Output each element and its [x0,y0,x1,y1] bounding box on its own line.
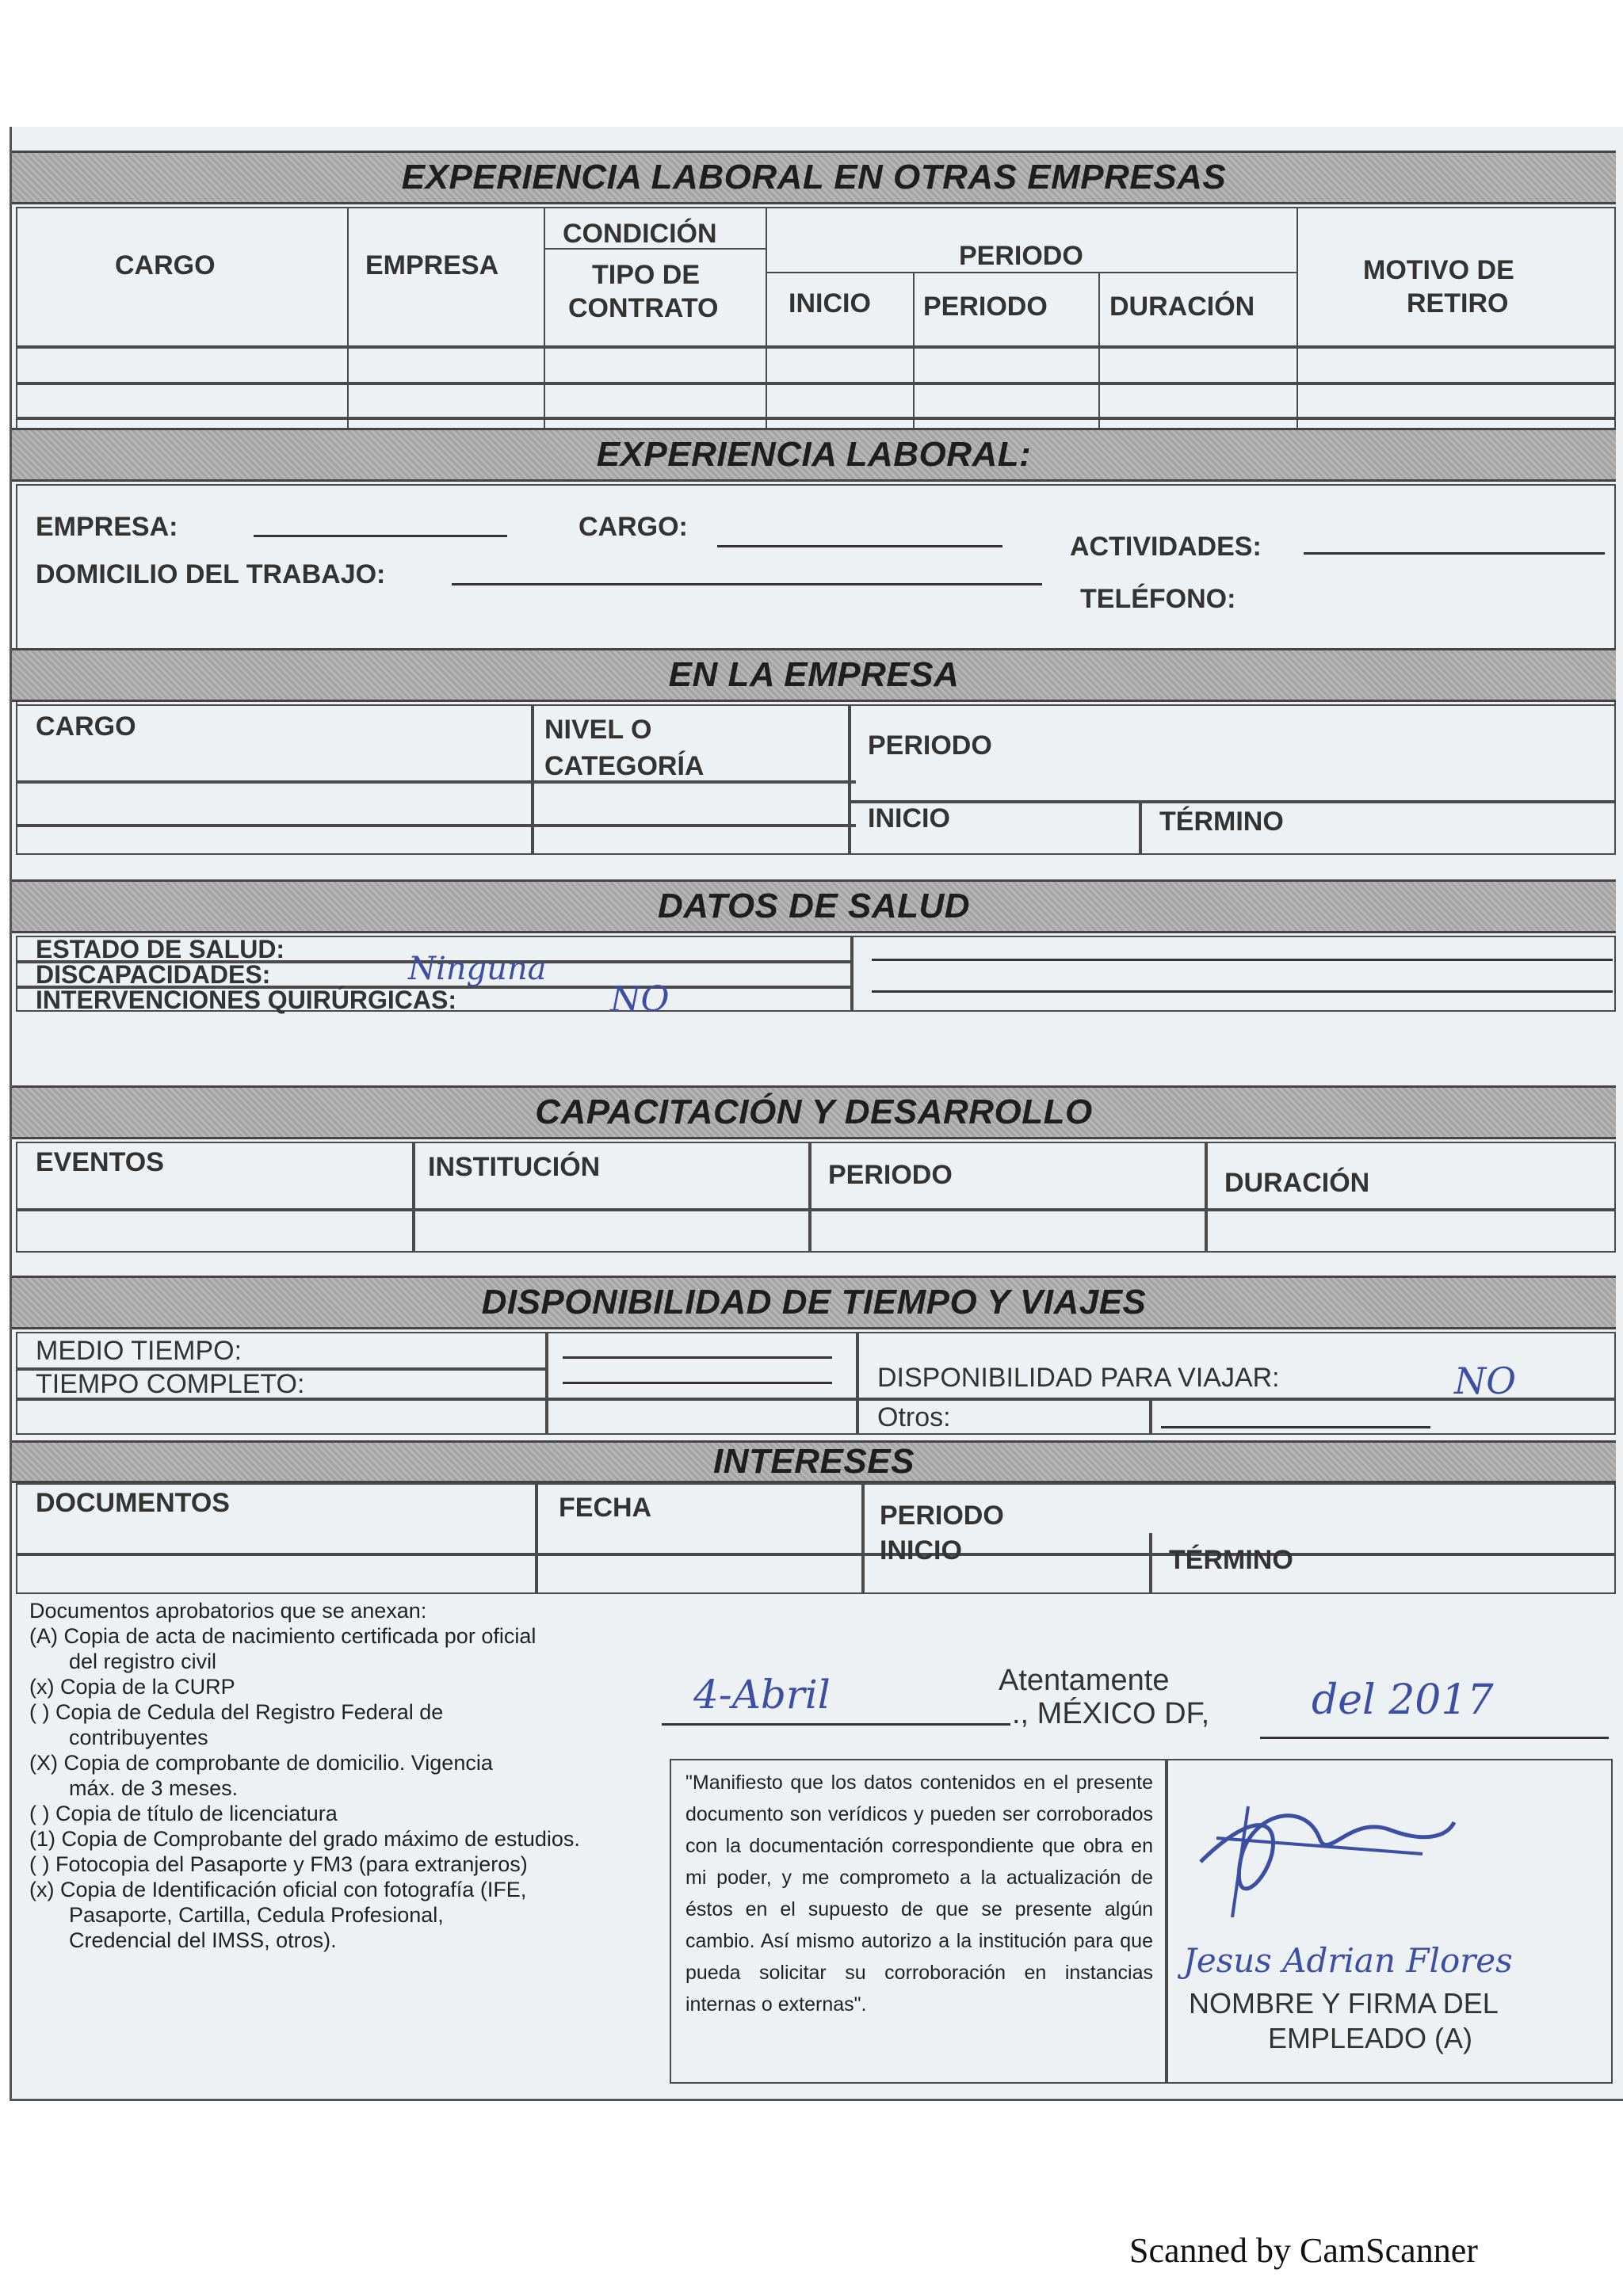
doc-mark: (A) [29,1624,58,1648]
section-title: EXPERIENCIA LABORAL EN OTRAS EMPRESAS [401,158,1227,196]
en-empresa-box [16,704,1616,855]
doc-mark: ( ) [29,1802,50,1825]
medio-tiempo-line [563,1356,832,1359]
col-divider [850,936,854,1012]
col-divider [808,1142,812,1253]
row-divider [16,382,1616,385]
col-divider [861,1483,865,1594]
doc-item-cont: Pasaporte, Cartilla, Cedula Profesional, [69,1903,444,1927]
doc-text: Copia de acta de nacimiento certificada por oficial [63,1624,537,1648]
date-line [662,1723,1010,1726]
manifiesto-text: "Manifiesto que los datos contenidos en el presente documento son verídicos y pueden ser corroborados con la documentación correspondiente que obra en mi poder, y me comprometo a la actualización de éstos en el supuesto de que se presente algún cambio. Así mismo autorizo a la institución para que pueda solicitar su corroboración en instancias internas o externas". [685,1772,1153,2016]
empresa-label: EMPRESA: [36,512,178,542]
section-title: DISPONIBILIDAD DE TIEMPO Y VIAJES [481,1283,1147,1322]
doc-item-cont: Credencial del IMSS, otros). [69,1928,337,1952]
section-banner-experiencia [12,428,1616,482]
actividades-line [1304,552,1605,555]
header-retiro: RETIRO [1407,288,1509,318]
scanned-form-page [10,127,1623,2101]
doc-item-cont: máx. de 3 meses. [69,1776,239,1800]
telefono-label: TELÉFONO: [1080,584,1236,614]
section-banner-salud [12,879,1616,933]
termino-header: TÉRMINO [1169,1545,1293,1575]
row-divider [16,824,856,827]
doc-item-cont: contribuyentes [69,1726,208,1749]
doc-item [29,1700,443,1726]
section-banner-en-la-empresa [12,648,1616,702]
inicio-header: INICIO [868,803,950,833]
col-divider [545,1332,548,1435]
header-periodo: PERIODO [959,241,1083,271]
header-condicion: CONDICIÓN [563,219,717,249]
row-divider [16,417,1616,420]
nivel-header: NIVEL O [544,715,652,745]
periodo-header: PERIODO [828,1160,953,1190]
cargo-line [717,545,1002,547]
discapacidades-label: DISCAPACIDADES: [36,960,271,989]
section-title: EXPERIENCIA LABORAL: [596,435,1032,474]
col-divider [856,1332,859,1435]
col-divider [1139,800,1142,855]
cargo-label: CARGO: [579,512,688,542]
doc-item [29,1751,493,1776]
salud-line [872,959,1613,961]
col-divider [1149,1398,1152,1435]
row-divider [16,1553,1616,1556]
doc-text: Copia de Comprobante del grado máximo de estudios. [61,1827,580,1851]
section-banner-otras-empresas [12,151,1616,204]
section-banner-capacitacion [12,1085,1616,1139]
doc-mark: (x) [29,1878,55,1901]
capacitacion-box [16,1142,1616,1253]
eventos-header: EVENTOS [36,1147,164,1177]
periodo-header: PERIODO [880,1501,1004,1531]
header-cargo: CARGO [115,250,216,280]
signature-scribble [1185,1767,1470,1925]
doc-item [29,1624,536,1650]
doc-text: Copia de comprobante de domicilio. Vigencia [63,1751,493,1775]
empleado-label: EMPLEADO (A) [1268,2022,1473,2054]
doc-mark: (1) [29,1827,55,1851]
institucion-header: INSTITUCIÓN [428,1152,601,1182]
termino-header: TÉRMINO [1159,807,1284,837]
signature-name: Jesus Adrian Flores [1183,1941,1513,1980]
header-inicio: INICIO [789,288,871,318]
intervenciones-label: INTERVENCIONES QUIRÚRGICAS: [36,986,457,1014]
header-contrato: CONTRATO [568,293,719,323]
domicilio-line [452,583,1042,585]
doc-mark: ( ) [29,1700,50,1724]
section-title: DATOS DE SALUD [657,887,971,925]
otros-label: Otros: [877,1402,951,1432]
col-divider [1205,1142,1208,1253]
domicilio-label: DOMICILIO DEL TRABAJO: [36,559,386,589]
camscanner-footer: Scanned by CamScanner [1129,2231,1478,2270]
col-divider [412,1142,415,1253]
header-duracion: DURACIÓN [1109,292,1255,322]
doc-mark: ( ) [29,1852,50,1876]
discapacidades-value: Ninguna [408,951,547,987]
estado-salud-label: ESTADO DE SALUD: [36,935,285,963]
header-tipo-de: TIPO DE [592,260,701,290]
doc-mark: (X) [29,1751,58,1775]
row-divider [16,1208,1616,1211]
row-divider [848,800,1616,803]
viajar-value: NO [1454,1360,1516,1402]
doc-text: Copia de título de licenciatura [55,1802,338,1825]
atentamente-label: Atentamente [999,1664,1170,1697]
doc-item [29,1852,528,1878]
tiempo-completo-line [563,1382,832,1384]
doc-item-cont: del registro civil [69,1650,217,1673]
col-divider [1165,1759,1168,2084]
col-divider [531,704,534,855]
cargo-header: CARGO [36,711,136,742]
doc-item [29,1878,526,1903]
medio-tiempo-label: MEDIO TIEMPO: [36,1336,242,1366]
year-value: del 2017 [1312,1676,1494,1724]
duracion-header: DURACIÓN [1224,1168,1370,1198]
col-divider [1149,1533,1152,1594]
documentos-heading: Documentos aprobatorios que se anexan: [29,1599,427,1623]
col-divider [535,1483,538,1594]
viajar-label: DISPONIBILIDAD PARA VIAJAR: [877,1363,1280,1393]
nombre-firma-label: NOMBRE Y FIRMA DEL [1189,1987,1499,2019]
header-periodo-sub: PERIODO [923,292,1048,322]
doc-text: Fotocopia del Pasaporte y FM3 (para extranjeros) [55,1852,528,1876]
section-title: INTERESES [713,1442,915,1481]
intereses-box [16,1483,1616,1594]
header-motivo-de: MOTIVO DE [1363,255,1514,285]
doc-item [29,1827,580,1852]
header-empresa: EMPRESA [365,250,499,280]
doc-item [29,1802,338,1827]
doc-text: Copia de Identificación oficial con fotografía (IFE, [60,1878,527,1901]
categoria-header: CATEGORÍA [544,751,705,781]
documentos-header: DOCUMENTOS [36,1488,230,1518]
year-line [1260,1737,1609,1739]
section-banner-intereses [12,1440,1616,1483]
intervenciones-value: NO [610,979,670,1020]
actividades-label: ACTIVIDADES: [1070,532,1262,562]
section-banner-disponibilidad [12,1276,1616,1329]
doc-item [29,1675,235,1700]
salud-line [872,990,1613,993]
mexico-label: ., MÉXICO DF, [1012,1697,1210,1730]
row-divider [16,780,856,784]
periodo-header: PERIODO [868,730,992,761]
doc-text: Copia de la CURP [60,1675,235,1699]
empresa-line [254,535,507,537]
section-title: CAPACITACIÓN Y DESARROLLO [535,1093,1093,1131]
col-divider [848,704,851,855]
inicio-header: INICIO [880,1535,962,1566]
fecha-header: FECHA [559,1493,652,1523]
doc-mark: (x) [29,1675,55,1699]
otros-line [1161,1426,1430,1428]
doc-text: Copia de Cedula del Registro Federal de [55,1700,444,1724]
row-divider [16,345,1616,349]
section-title: EN LA EMPRESA [668,655,960,694]
tiempo-completo-label: TIEMPO COMPLETO: [36,1369,305,1399]
date-value: 4-Abril [693,1672,831,1718]
